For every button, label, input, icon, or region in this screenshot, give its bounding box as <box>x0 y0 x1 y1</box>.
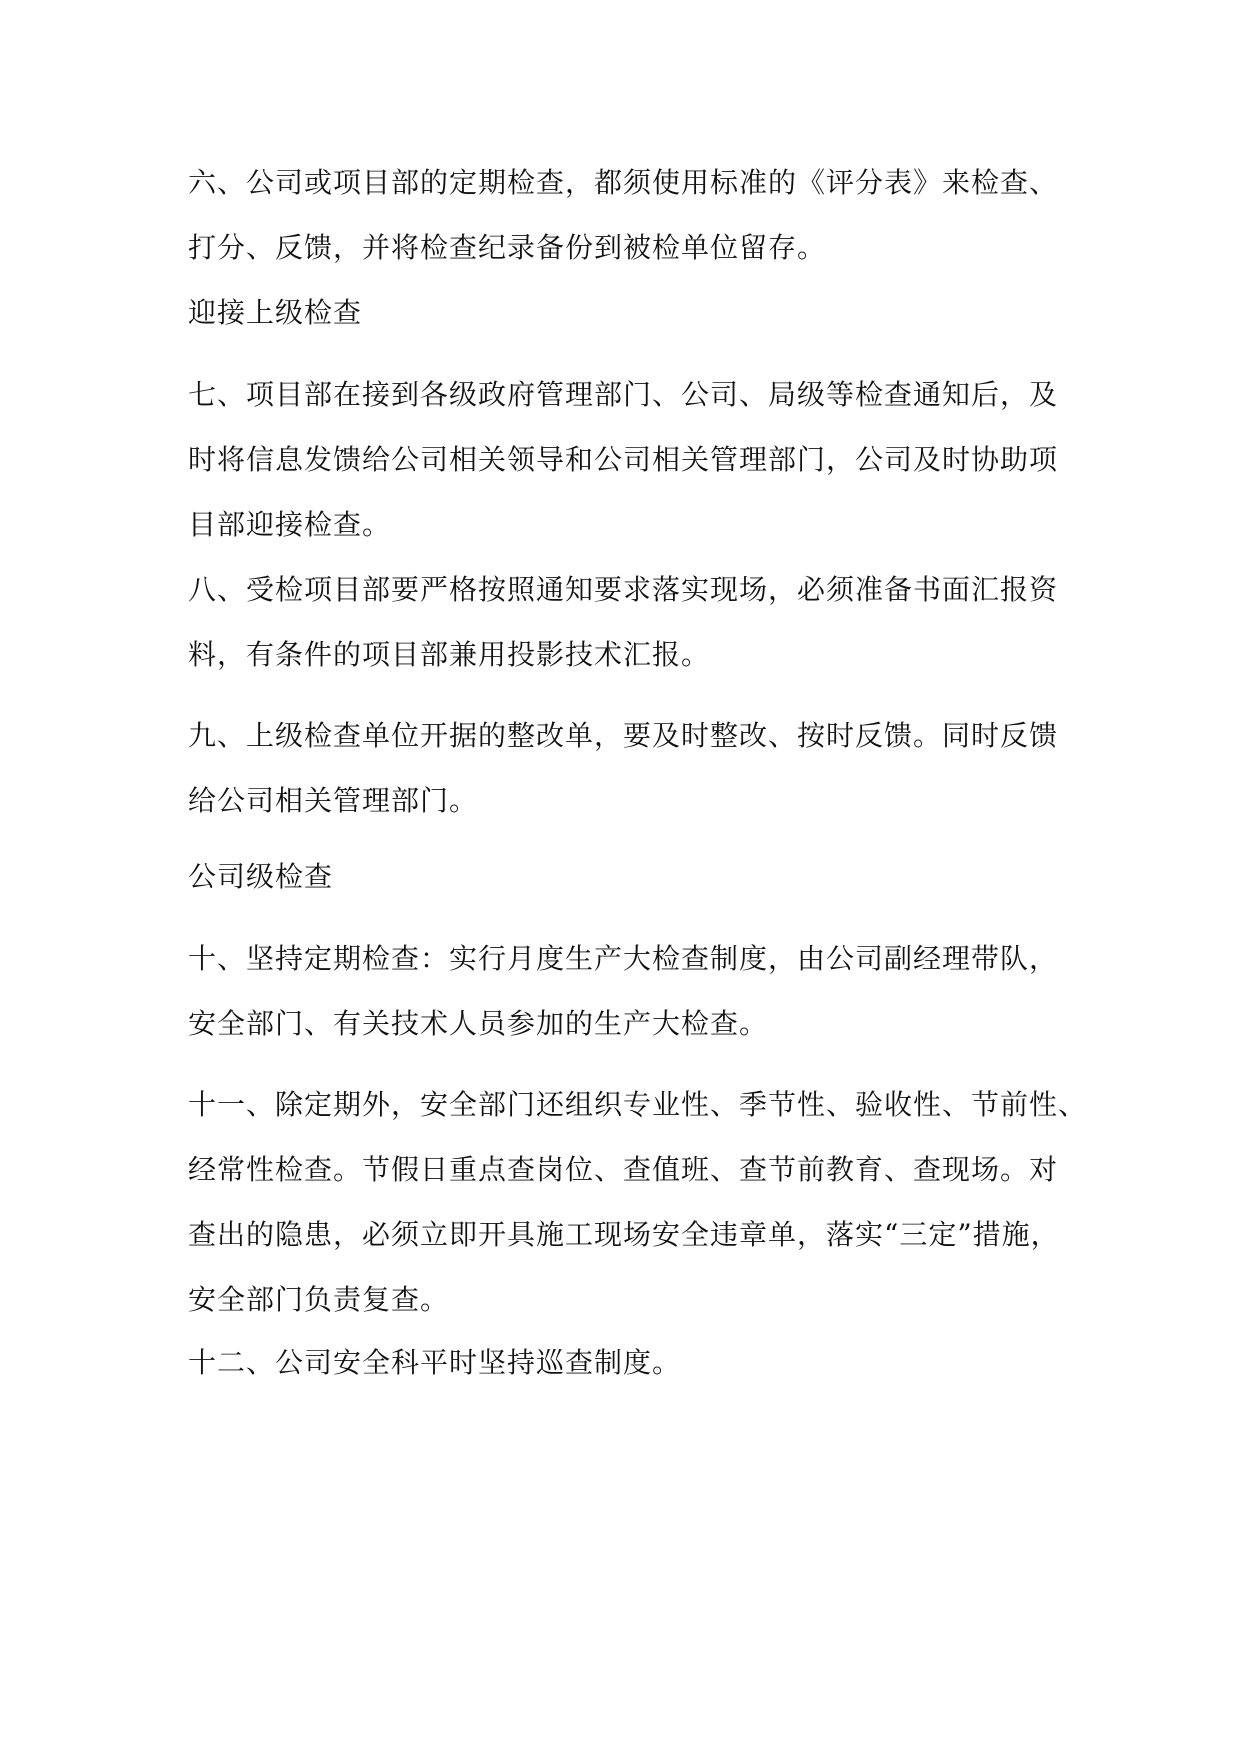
paragraph-seven <box>188 362 1060 557</box>
text-line: 打分、反馈，并将检查纪录备份到被检单位留存。 <box>188 231 827 264</box>
text-line: 十二、公司安全科平时坚持巡查制度。 <box>188 1346 682 1379</box>
paragraph-eleven <box>188 1072 1088 1332</box>
paragraph-nine <box>188 703 1060 833</box>
text-line: 六、公司或项目部的定期检查，都须使用标准的《评分表》来检查、 <box>188 166 1059 199</box>
heading-superior-inspection <box>188 280 1060 345</box>
paragraph-twelve <box>188 1330 1060 1395</box>
text-line: 经常性检查。节假日重点查岗位、查值班、查节前教育、查现场。对 <box>188 1153 1059 1186</box>
text-line: 给公司相关管理部门。 <box>188 784 479 817</box>
text-line: 料，有条件的项目部兼用投影技术汇报。 <box>188 638 711 671</box>
text-line: 时将信息发馈给公司相关领导和公司相关管理部门，公司及时协助项 <box>188 443 1059 476</box>
text-line: 七、项目部在接到各级政府管理部门、公司、局级等检查通知后，及 <box>188 378 1059 411</box>
text-line: 十一、除定期外，安全部门还组织专业性、季节性、验收性、节前性、 <box>188 1088 1088 1121</box>
text-line: 目部迎接检查。 <box>188 508 392 541</box>
text-line: 安全部门、有关技术人员参加的生产大检查。 <box>188 1007 769 1040</box>
paragraph-six <box>188 150 1060 280</box>
section-heading: 公司级检查 <box>188 860 334 893</box>
section-heading: 迎接上级检查 <box>188 296 363 329</box>
paragraph-ten <box>188 926 1060 1056</box>
heading-company-inspection <box>188 844 1060 909</box>
text-line: 八、受检项目部要严格按照通知要求落实现场，必须准备书面汇报资 <box>188 573 1059 606</box>
text-line: 安全部门负责复查。 <box>188 1283 450 1316</box>
text-line: 十、坚持定期检查：实行月度生产大检查制度，由公司副经理带队， <box>188 942 1059 975</box>
text-line: 九、上级检查单位开据的整改单，要及时整改、按时反馈。同时反馈 <box>188 719 1059 752</box>
paragraph-eight <box>188 557 1060 687</box>
text-line: 查出的隐患，必须立即开具施工现场安全违章单，落实“三定”措施， <box>188 1218 1060 1251</box>
